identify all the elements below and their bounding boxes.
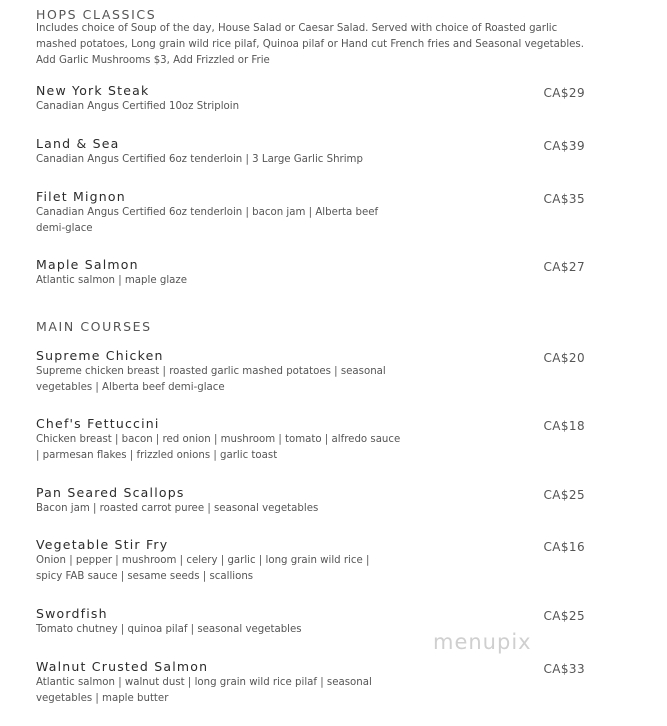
item-description: Atlantic salmon | maple glaze bbox=[36, 275, 188, 286]
menu-item bbox=[36, 83, 591, 115]
item-price: CA$39 bbox=[543, 139, 585, 153]
item-name: Vegetable Stir Fry bbox=[36, 537, 169, 552]
item-price: CA$25 bbox=[543, 488, 585, 502]
item-price: CA$29 bbox=[543, 86, 585, 100]
item-name: Supreme Chicken bbox=[36, 348, 164, 363]
item-price: CA$27 bbox=[543, 260, 585, 274]
item-description: Chicken breast | bacon | red onion | mushroom | tomato | alfredo sauce | parmesan flakes | frizzled onions | garlic toast bbox=[36, 434, 401, 461]
item-name: Pan Seared Scallops bbox=[36, 485, 185, 500]
item-description: Tomato chutney | quinoa pilaf | seasonal vegetables bbox=[36, 624, 302, 635]
section-title-main-courses: MAIN COURSES bbox=[36, 319, 152, 334]
menu-item bbox=[36, 348, 591, 396]
item-price: CA$18 bbox=[543, 419, 585, 433]
item-name: Filet Mignon bbox=[36, 189, 126, 204]
item-name: New York Steak bbox=[36, 83, 150, 98]
menu-item bbox=[36, 485, 591, 517]
item-price: CA$25 bbox=[543, 609, 585, 623]
item-name: Walnut Crusted Salmon bbox=[36, 659, 209, 674]
menu-item bbox=[36, 537, 591, 585]
item-description: Atlantic salmon | walnut dust | long grain wild rice pilaf | seasonal vegetables | maple butter bbox=[36, 677, 372, 704]
item-description: Canadian Angus Certified 6oz tenderloin | 3 Large Garlic Shrimp bbox=[36, 154, 363, 165]
item-description: Supreme chicken breast | roasted garlic mashed potatoes | seasonal vegetables | Alberta beef demi-glace bbox=[36, 366, 386, 393]
item-name: Chef's Fettuccini bbox=[36, 416, 160, 431]
item-price: CA$33 bbox=[543, 662, 585, 676]
item-name: Land & Sea bbox=[36, 136, 120, 151]
item-price: CA$20 bbox=[543, 351, 585, 365]
item-name: Maple Salmon bbox=[36, 257, 139, 272]
item-description: Onion | pepper | mushroom | celery | garlic | long grain wild rice | spicy FAB sauce | sesame seeds | scallions bbox=[36, 555, 370, 582]
item-description: Canadian Angus Certified 6oz tenderloin | bacon jam | Alberta beef demi-glace bbox=[36, 207, 379, 234]
menu-item bbox=[36, 189, 591, 237]
item-price: CA$35 bbox=[543, 192, 585, 206]
menu-item bbox=[36, 257, 591, 289]
menupix-watermark: menupix bbox=[433, 630, 532, 654]
item-price: CA$16 bbox=[543, 540, 585, 554]
item-description: Bacon jam | roasted carrot puree | seasonal vegetables bbox=[36, 503, 319, 514]
item-name: Swordfish bbox=[36, 606, 108, 621]
item-description: Canadian Angus Certified 10oz Striploin bbox=[36, 101, 240, 112]
menu-item bbox=[36, 416, 591, 464]
section-note-hops-classics: Includes choice of Soup of the day, House Salad or Caesar Salad. Served with choice of Roasted garlic mashed potatoes, Long grain wild rice pilaf, Quinoa pilaf or Hand cut French fries and Seasonal vegetables. Add Garlic Mushrooms $3, Add Frizzled or Frie bbox=[36, 23, 584, 66]
section-title-hops-classics: HOPS CLASSICS bbox=[36, 7, 157, 22]
menu-item bbox=[36, 659, 591, 707]
menu-item bbox=[36, 136, 591, 168]
